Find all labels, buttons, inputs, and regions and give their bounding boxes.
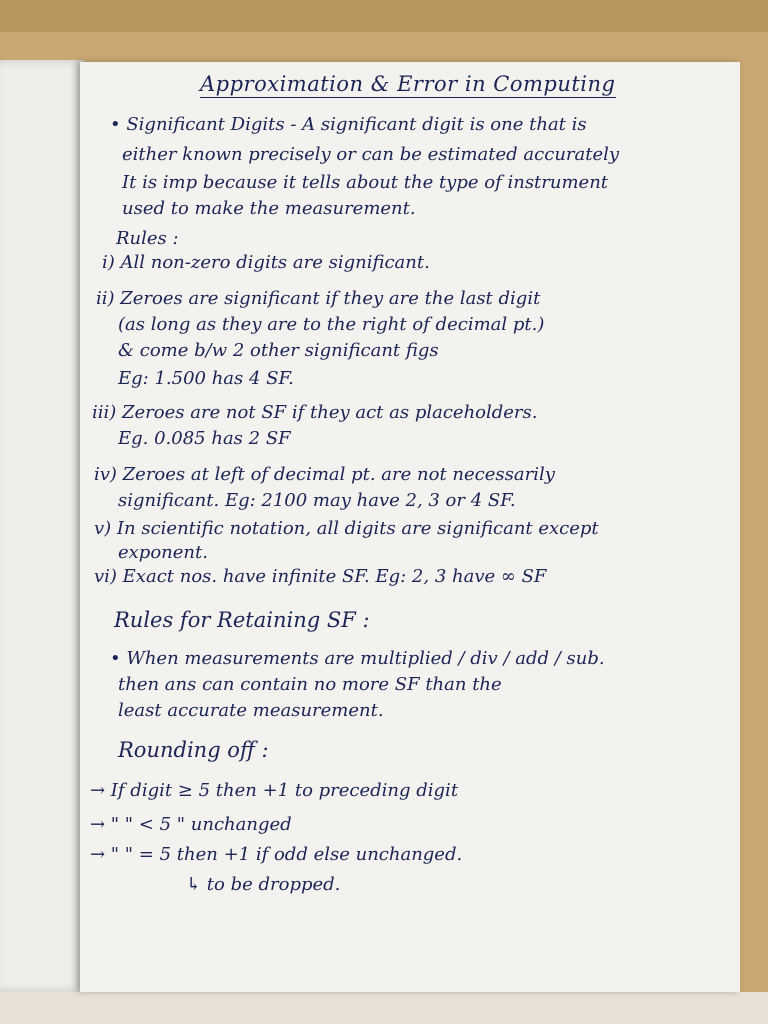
note-line: least accurate measurement. <box>118 700 384 721</box>
desk-background-top <box>0 0 768 32</box>
note-line: Eg. 0.085 has 2 SF <box>118 428 291 449</box>
desk-background-bottom <box>0 992 768 1024</box>
note-line: v) In scientific notation, all digits are significant except <box>94 518 599 539</box>
note-line: (as long as they are to the right of decimal pt.) <box>118 314 545 335</box>
note-line: ii) Zeroes are significant if they are the last digit <box>96 288 541 309</box>
note-line: iii) Zeroes are not SF if they act as placeholders. <box>92 402 538 423</box>
note-line: either known precisely or can be estimated accurately <box>122 144 620 165</box>
note-line: vi) Exact nos. have infinite SF. Eg: 2, 3 have ∞ SF <box>94 566 547 587</box>
note-line: ↳ to be dropped. <box>186 874 341 895</box>
note-line: → " " = 5 then +1 if odd else unchanged. <box>90 844 463 865</box>
page-title: Approximation & Error in Computing <box>200 72 616 96</box>
note-line: • When measurements are multiplied / div / add / sub. <box>110 648 605 669</box>
note-line: used to make the measurement. <box>122 198 416 219</box>
note-line: • Significant Digits - A significant digit is one that is <box>110 114 587 135</box>
facing-page <box>0 60 84 992</box>
section-heading: Rounding off : <box>118 738 269 762</box>
note-line: i) All non-zero digits are significant. <box>102 252 430 273</box>
note-line: & come b/w 2 other significant figs <box>118 340 439 361</box>
note-line: exponent. <box>118 542 208 563</box>
note-line: → If digit ≥ 5 then +1 to preceding digit <box>90 780 459 801</box>
note-line: → " " < 5 " unchanged <box>90 814 292 835</box>
note-line: Rules : <box>116 228 179 249</box>
notebook-page <box>80 62 740 992</box>
note-line: iv) Zeroes at left of decimal pt. are not necessarily <box>94 464 555 485</box>
note-line: It is imp because it tells about the type of instrument <box>122 172 609 193</box>
note-line: Eg: 1.500 has 4 SF. <box>118 368 294 389</box>
section-heading: Rules for Retaining SF : <box>114 608 370 632</box>
note-line: significant. Eg: 2100 may have 2, 3 or 4 SF. <box>118 490 516 511</box>
note-line: then ans can contain no more SF than the <box>118 674 502 695</box>
